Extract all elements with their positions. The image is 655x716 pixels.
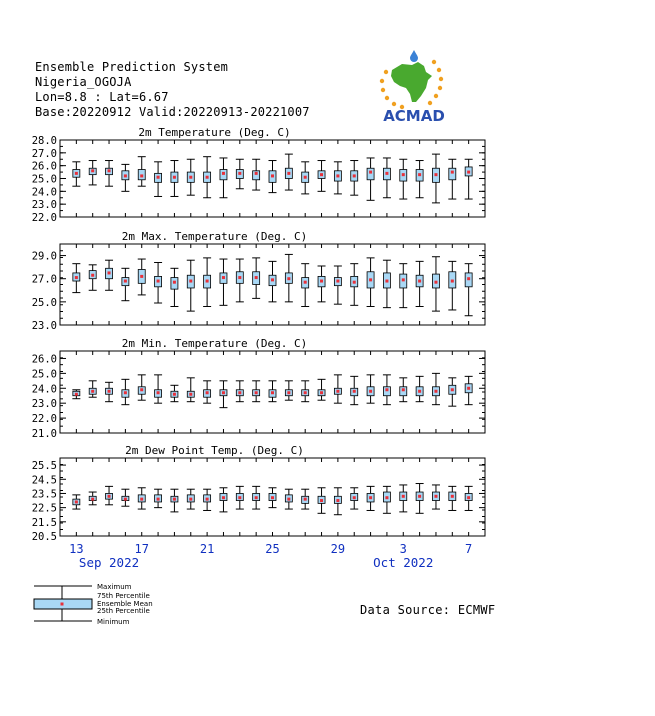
ensemble-mean-marker xyxy=(124,391,127,394)
y-tick-label: 23.5 xyxy=(31,488,57,501)
ensemble-mean-marker xyxy=(91,169,94,172)
ensemble-mean-marker xyxy=(75,393,78,396)
ensemble-box xyxy=(465,486,473,510)
ensemble-mean-marker xyxy=(108,390,111,393)
y-tick-label: 26.0 xyxy=(31,160,57,173)
ensemble-mean-marker xyxy=(140,275,143,278)
ensemble-mean-marker xyxy=(238,496,241,499)
ensemble-box xyxy=(399,159,407,199)
ensemble-box xyxy=(399,378,407,402)
forecast-dates: Base:20220912 Valid:20220913-20221007 xyxy=(35,105,310,119)
ensemble-mean-marker xyxy=(189,393,192,396)
y-tick-label: 24.5 xyxy=(31,474,57,487)
ensemble-mean-marker xyxy=(369,496,372,499)
ensemble-box xyxy=(301,162,309,194)
y-tick-label: 25.0 xyxy=(31,173,57,186)
ensemble-mean-marker xyxy=(206,391,209,394)
ensemble-mean-marker xyxy=(320,173,323,176)
ensemble-box xyxy=(236,381,244,402)
y-tick-label: 24.0 xyxy=(31,383,57,396)
ensemble-box xyxy=(465,376,473,404)
ensemble-box xyxy=(334,266,342,304)
ensemble-mean-marker xyxy=(271,391,274,394)
ensemble-mean-marker xyxy=(385,172,388,175)
ensemble-box xyxy=(89,161,97,185)
y-tick-label: 27.0 xyxy=(31,273,57,286)
ensemble-box xyxy=(465,264,473,316)
ensemble-mean-marker xyxy=(91,274,94,277)
ensemble-mean-marker xyxy=(418,390,421,393)
ensemble-mean-marker xyxy=(451,171,454,174)
y-tick-label: 22.0 xyxy=(31,413,57,426)
ensemble-mean-marker xyxy=(369,278,372,281)
data-source: Data Source: ECMWF xyxy=(360,603,496,617)
ensemble-mean-marker xyxy=(271,278,274,281)
ensemble-box xyxy=(334,162,342,194)
ensemble-mean-marker xyxy=(353,174,356,177)
ensemble-mean-marker xyxy=(369,171,372,174)
ensemble-box xyxy=(187,378,195,402)
ensemble-mean-marker xyxy=(287,277,290,280)
ensemble-box xyxy=(105,161,113,187)
ensemble-box xyxy=(285,381,293,400)
x-tick-label: 21 xyxy=(199,542,215,556)
ensemble-box xyxy=(72,162,80,186)
ensemble-mean-marker xyxy=(320,499,323,502)
ensemble-mean-marker xyxy=(451,495,454,498)
ensemble-mean-marker xyxy=(434,390,437,393)
ensemble-box xyxy=(301,264,309,307)
ensemble-mean-marker xyxy=(402,388,405,391)
ensemble-mean-marker xyxy=(255,496,258,499)
ensemble-box xyxy=(269,488,277,508)
logo-text: ACMAD xyxy=(383,107,445,124)
panel-title: 2m Max. Temperature (Deg. C) xyxy=(121,230,308,243)
ensemble-box xyxy=(138,488,146,509)
ensemble-box xyxy=(89,265,97,290)
x-tick-label: 13 xyxy=(69,542,84,556)
ensemble-box xyxy=(285,489,293,509)
ensemble-mean-marker xyxy=(173,393,176,396)
ensemble-mean-marker xyxy=(91,498,94,501)
y-tick-label: 26.0 xyxy=(31,353,57,366)
ensemble-mean-marker xyxy=(157,176,160,179)
ensemble-mean-marker xyxy=(336,174,339,177)
legend xyxy=(34,586,92,621)
ensemble-box xyxy=(448,159,456,199)
ensemble-box xyxy=(154,489,162,507)
panel-title: 2m Min. Temperature (Deg. C) xyxy=(121,337,308,350)
ensemble-mean-marker xyxy=(467,171,470,174)
y-tick-label: 22.0 xyxy=(31,212,57,224)
ensemble-box xyxy=(416,161,424,198)
ensemble-mean-marker xyxy=(189,280,192,283)
ensemble-mean-marker xyxy=(271,174,274,177)
ensemble-box xyxy=(383,375,391,405)
ensemble-box xyxy=(269,261,277,302)
y-tick-label: 23.0 xyxy=(31,398,57,411)
ensemble-box xyxy=(187,159,195,195)
ensemble-mean-marker xyxy=(304,391,307,394)
ensemble-box xyxy=(465,159,473,199)
ensemble-box xyxy=(236,159,244,189)
ensemble-mean-marker xyxy=(402,278,405,281)
y-tick-label: 23.0 xyxy=(31,320,57,332)
ensemble-box xyxy=(416,484,424,514)
ensemble-mean-marker xyxy=(320,280,323,283)
ensemble-box xyxy=(219,259,227,305)
y-tick-label: 29.0 xyxy=(31,250,57,263)
ensemble-mean-marker xyxy=(124,498,127,501)
ensemble-mean-marker xyxy=(402,173,405,176)
ensemble-box xyxy=(318,379,326,400)
ensemble-mean-marker xyxy=(206,498,209,501)
ensemble-mean-marker xyxy=(353,496,356,499)
interquartile-box xyxy=(367,168,374,180)
ensemble-mean-marker xyxy=(255,391,258,394)
ensemble-box xyxy=(203,381,211,403)
ensemble-mean-marker xyxy=(222,391,225,394)
ensemble-box xyxy=(203,489,211,510)
ensemble-box xyxy=(432,373,440,404)
ensemble-box xyxy=(170,268,178,306)
ensemble-mean-marker xyxy=(418,173,421,176)
ensemble-mean-marker xyxy=(434,495,437,498)
ensemble-mean-marker xyxy=(124,280,127,283)
y-tick-label: 22.5 xyxy=(31,502,57,515)
ensemble-mean-marker xyxy=(467,496,470,499)
product-title: Ensemble Prediction System xyxy=(35,60,229,74)
ensemble-mean-marker xyxy=(189,176,192,179)
ensemble-box xyxy=(350,264,358,306)
ensemble-box xyxy=(383,260,391,307)
ensemble-mean-marker xyxy=(451,280,454,283)
legend-25th-label: 25th Percentile xyxy=(97,607,150,615)
y-tick-label: 20.5 xyxy=(31,531,57,543)
ensemble-box xyxy=(432,485,440,509)
ensemble-mean-marker xyxy=(75,276,78,279)
ensemble-box xyxy=(318,266,326,302)
ensemble-box xyxy=(219,381,227,408)
ensemble-mean-marker xyxy=(108,169,111,172)
ensemble-box xyxy=(367,375,375,403)
ensemble-box xyxy=(219,488,227,512)
legend-75th-label: 75th Percentile xyxy=(97,592,150,600)
ensemble-box xyxy=(170,489,178,512)
ensemble-mean-marker xyxy=(271,496,274,499)
month-label: Oct 2022 xyxy=(373,555,434,570)
ensemble-box xyxy=(318,161,326,192)
ensemble-mean-marker xyxy=(304,498,307,501)
ensemble-mean-marker xyxy=(385,496,388,499)
ensemble-mean-marker xyxy=(353,281,356,284)
y-tick-label: 24.0 xyxy=(31,186,57,199)
ensemble-box xyxy=(399,264,407,308)
ensemble-mean-marker xyxy=(320,391,323,394)
ensemble-mean-marker xyxy=(467,277,470,280)
ensemble-box xyxy=(138,259,146,295)
ensemble-box xyxy=(350,376,358,404)
ensemble-box xyxy=(285,154,293,190)
ensemble-box xyxy=(448,378,456,406)
ensemble-box xyxy=(72,264,80,293)
ensemble-mean-marker xyxy=(140,174,143,177)
ensemble-box xyxy=(432,154,440,203)
ensemble-mean-marker xyxy=(402,495,405,498)
ensemble-mean-marker xyxy=(222,496,225,499)
ensemble-box xyxy=(236,486,244,509)
ensemble-mean-marker xyxy=(75,172,78,175)
x-tick-label: 25 xyxy=(265,542,280,556)
ensemble-mean-marker xyxy=(287,498,290,501)
ensemble-mean-marker xyxy=(189,498,192,501)
ensemble-box xyxy=(252,258,260,299)
ensemble-box xyxy=(432,257,440,311)
y-tick-label: 25.0 xyxy=(31,368,57,381)
legend-minimum-label: Minimum xyxy=(97,618,130,626)
y-tick-label: 25.5 xyxy=(31,460,57,473)
ensemble-box xyxy=(367,258,375,307)
ensemble-box xyxy=(367,158,375,200)
ensemble-box xyxy=(121,164,129,191)
y-tick-label: 23.0 xyxy=(31,199,57,212)
ensemble-mean-marker xyxy=(173,176,176,179)
ensemble-box xyxy=(121,379,129,404)
ensemble-box xyxy=(269,381,277,402)
ensemble-mean-marker xyxy=(157,391,160,394)
ensemble-mean-marker xyxy=(206,176,209,179)
ensemble-box xyxy=(252,381,260,402)
ensemble-box xyxy=(448,486,456,510)
y-tick-label: 21.0 xyxy=(31,428,57,440)
ensemble-mean-marker xyxy=(304,176,307,179)
y-tick-label: 27.0 xyxy=(31,147,57,160)
ensemble-mean-marker xyxy=(222,172,225,175)
ensemble-box xyxy=(334,375,342,403)
ensemble-mean-marker xyxy=(287,172,290,175)
x-tick-label: 3 xyxy=(399,542,407,556)
ensemble-box xyxy=(203,258,211,307)
ensemble-mean-marker xyxy=(336,280,339,283)
x-tick-label: 7 xyxy=(465,542,473,556)
ensemble-box xyxy=(154,375,162,403)
ensemble-box xyxy=(170,385,178,401)
ensemble-mean-marker xyxy=(173,498,176,501)
ensemble-box xyxy=(416,376,424,401)
ensemble-mean-marker xyxy=(434,173,437,176)
ensemble-box xyxy=(121,489,129,506)
ensemble-box xyxy=(72,495,80,509)
ensemble-mean-marker xyxy=(206,280,209,283)
ensemble-box xyxy=(89,492,97,505)
ensemble-mean-marker xyxy=(140,498,143,501)
ensemble-mean-marker xyxy=(336,390,339,393)
ensemble-box xyxy=(252,159,260,190)
ensemble-mean-marker xyxy=(304,281,307,284)
ensemble-box xyxy=(187,260,195,311)
ensemble-mean-marker xyxy=(418,280,421,283)
x-tick-label: 17 xyxy=(134,542,149,556)
y-tick-label: 28.0 xyxy=(31,135,57,147)
ensemble-mean-marker xyxy=(222,276,225,279)
station-coordinates: Lon=8.8 : Lat=6.67 xyxy=(35,90,169,104)
ensemble-box xyxy=(285,254,293,301)
ensemble-box xyxy=(399,485,407,512)
ensemble-box xyxy=(170,161,178,197)
ensemble-mean-marker xyxy=(336,499,339,502)
ensemble-box xyxy=(154,162,162,197)
ensemble-box xyxy=(203,157,211,198)
ensemble-box xyxy=(105,486,113,504)
ensemble-box xyxy=(138,375,146,400)
ensemble-mean-marker xyxy=(238,172,241,175)
ensemble-mean-marker xyxy=(157,498,160,501)
ensemble-box xyxy=(72,390,80,399)
ensemble-box xyxy=(383,486,391,513)
legend-maximum-label: Maximum xyxy=(97,583,132,591)
ensemble-box xyxy=(350,161,358,196)
ensemble-mean-marker xyxy=(467,387,470,390)
ensemble-box xyxy=(301,489,309,509)
ensemble-box xyxy=(416,261,424,306)
ensemble-box xyxy=(252,486,260,509)
ensemble-mean-marker xyxy=(385,388,388,391)
ensemble-box xyxy=(105,260,113,290)
ensemble-mean-marker xyxy=(124,174,127,177)
ensemble-mean-marker xyxy=(434,281,437,284)
ensemble-box xyxy=(154,263,162,304)
panel-title: 2m Temperature (Deg. C) xyxy=(138,126,291,139)
month-label: Sep 2022 xyxy=(78,555,140,570)
ensemble-mean-marker xyxy=(108,271,111,274)
panel-title: 2m Dew Point Temp. (Deg. C) xyxy=(125,444,304,457)
ensemble-box xyxy=(367,486,375,510)
legend-mean-marker xyxy=(61,603,64,606)
ensemble-box xyxy=(138,157,146,187)
ensemble-box xyxy=(89,381,97,397)
station-name: Nigeria_OGOJA xyxy=(35,75,132,89)
ensemble-box xyxy=(301,381,309,402)
ensemble-mean-marker xyxy=(418,495,421,498)
ensemble-mean-marker xyxy=(255,172,258,175)
ensemble-box xyxy=(334,488,342,515)
ensemble-mean-marker xyxy=(238,391,241,394)
ensemble-box xyxy=(269,161,277,193)
ensemble-mean-marker xyxy=(173,281,176,284)
ensemble-mean-marker xyxy=(91,390,94,393)
ensemble-mean-marker xyxy=(108,495,111,498)
ensemble-box xyxy=(448,261,456,310)
ensemble-mean-marker xyxy=(287,391,290,394)
ensemble-box xyxy=(121,268,129,300)
ensemble-mean-marker xyxy=(385,280,388,283)
y-tick-label: 25.0 xyxy=(31,296,57,309)
ensemble-mean-marker xyxy=(75,500,78,503)
ensemble-mean-marker xyxy=(140,388,143,391)
ensemble-mean-marker xyxy=(353,390,356,393)
ensemble-mean-marker xyxy=(451,388,454,391)
ensemble-box xyxy=(318,488,326,514)
y-tick-label: 21.5 xyxy=(31,516,57,529)
ensemble-mean-marker xyxy=(369,390,372,393)
ensemble-box xyxy=(219,158,227,198)
ensemble-box xyxy=(350,488,358,509)
ensemble-box xyxy=(187,489,195,509)
x-tick-label: 29 xyxy=(330,542,346,556)
ensemble-mean-marker xyxy=(157,280,160,283)
ensemble-mean-marker xyxy=(238,276,241,279)
ensemble-box xyxy=(236,259,244,302)
ensemble-mean-marker xyxy=(255,276,258,279)
legend-mean-label: Ensemble Mean xyxy=(97,600,153,608)
interquartile-box xyxy=(449,168,456,180)
ensemble-box xyxy=(383,158,391,198)
ensemble-box xyxy=(105,382,113,401)
